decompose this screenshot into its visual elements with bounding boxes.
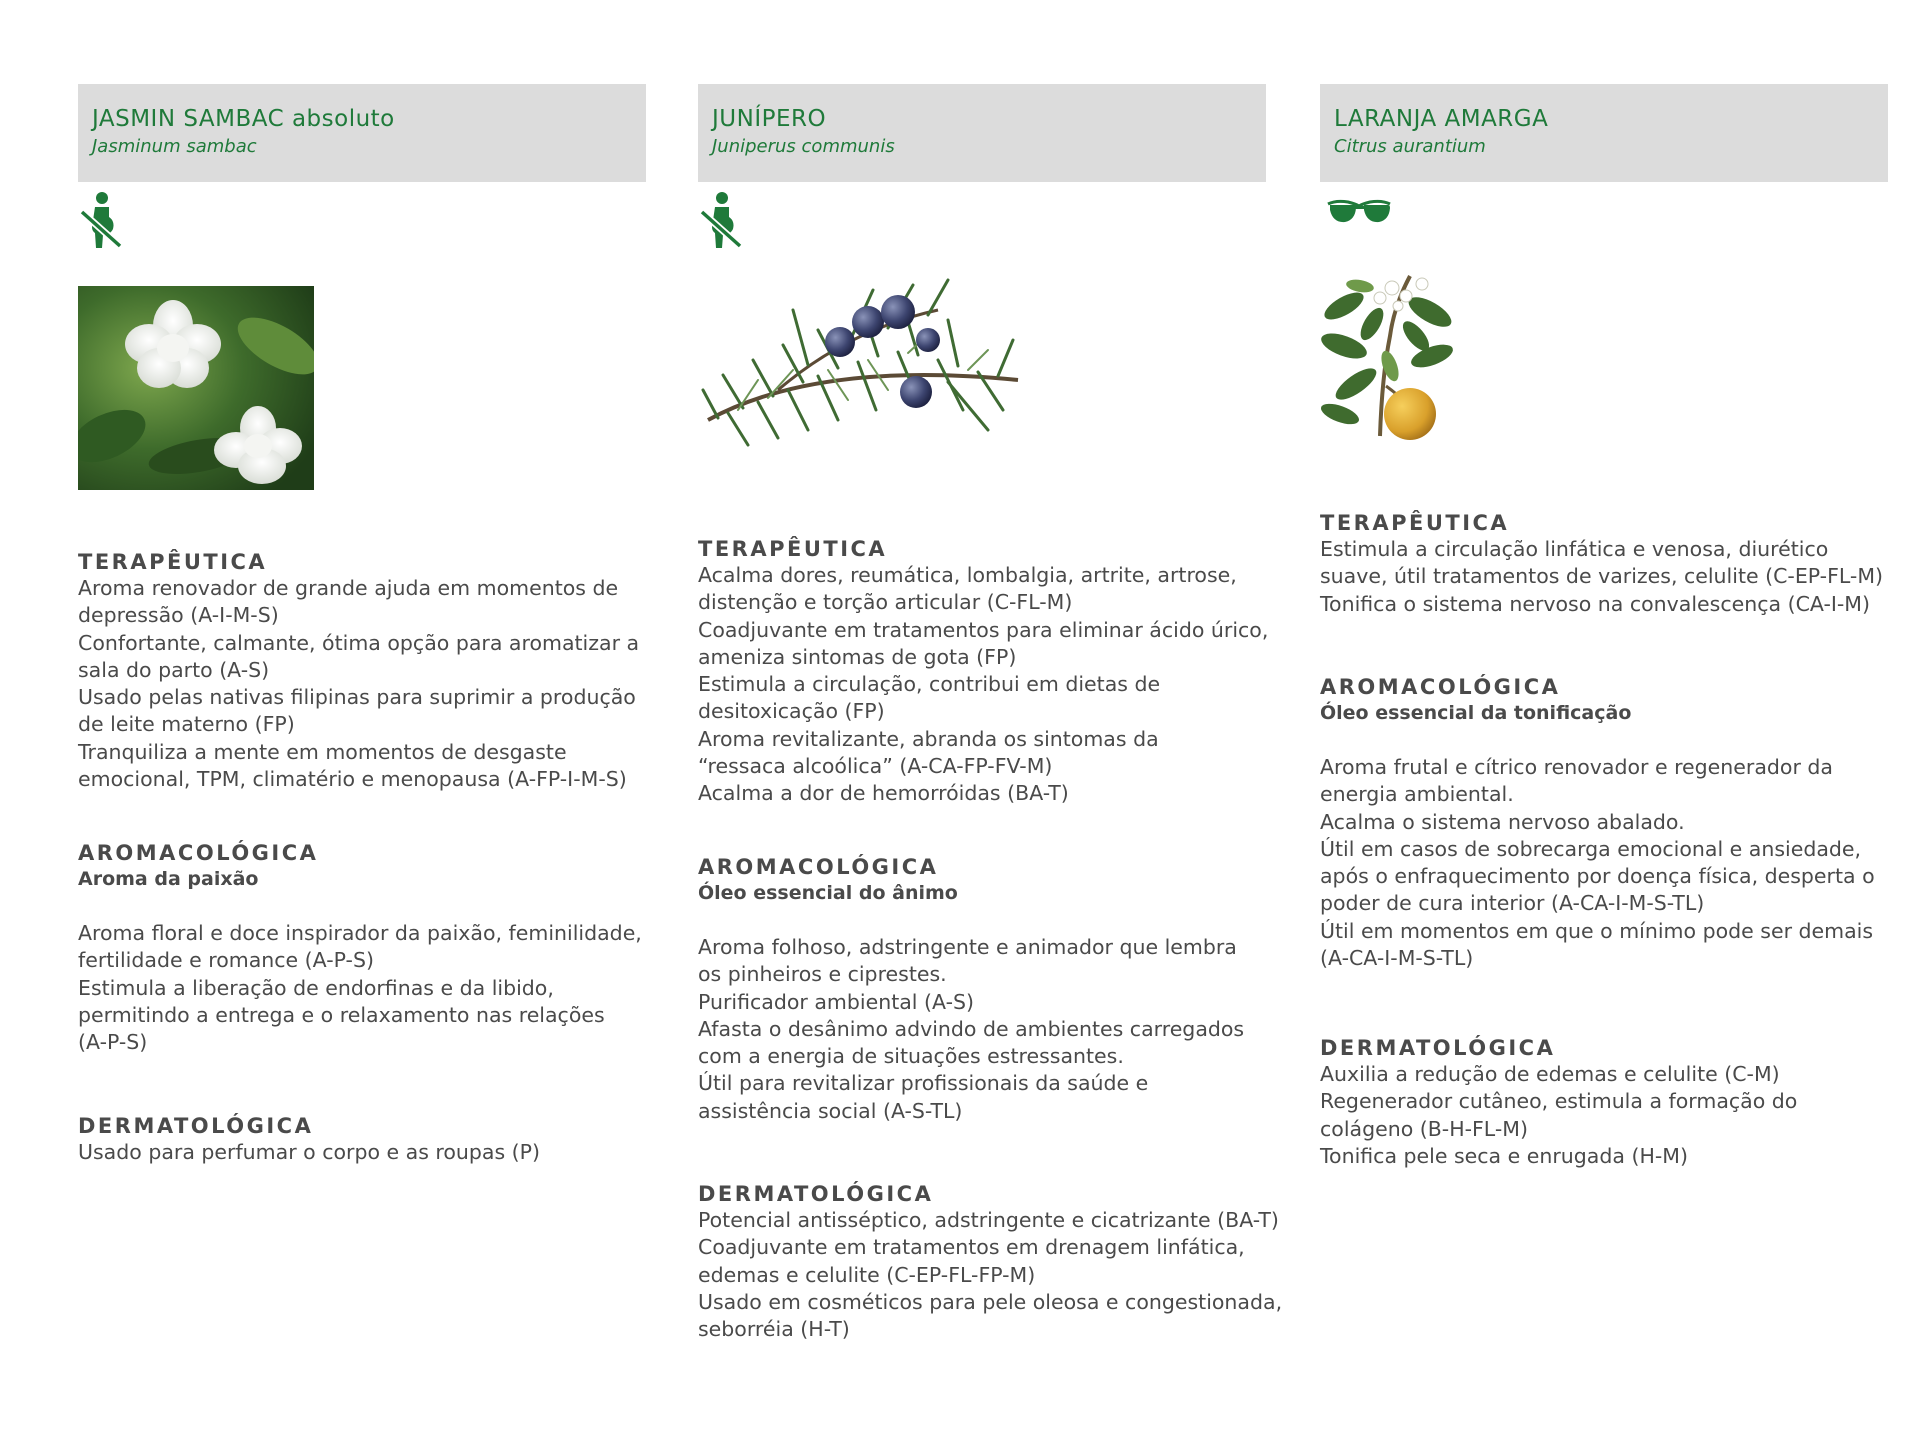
text-line: desitoxicação (FP) (698, 699, 885, 724)
oil-card-laranja-amarga (1320, 84, 1888, 1168)
text-line: emocional, TPM, climatério e menopausa (A-FP-I-M-S) (78, 767, 627, 792)
oil-name: JASMIN SAMBAC absoluto (92, 106, 395, 132)
section-title: AROMACOLÓGICA (698, 855, 939, 879)
text-line: Aroma frutal e cítrico renovador e regenerador da (1320, 755, 1833, 779)
dermatologica-section (698, 1181, 1283, 1343)
text-line: assistência social (A-S-TL) (698, 1098, 963, 1123)
text-line: Tranquiliza a mente em momentos de desgaste (78, 739, 567, 764)
text-line: Aroma folhoso, adstringente e animador que lembra (698, 935, 1237, 959)
text-line: colágeno (B-H-FL-M) (1320, 1116, 1528, 1141)
text-line: Purificador ambiental (A-S) (698, 989, 974, 1014)
card-header (698, 84, 1266, 182)
text-line: ameniza sintomas de gota (FP) (698, 644, 1017, 669)
section-title: AROMACOLÓGICA (78, 841, 319, 865)
text-line: distenção e torção articular (C-FL-M) (698, 590, 1073, 615)
text-line: Afasta o desânimo advindo de ambientes carregados (698, 1016, 1245, 1041)
text-line: Aroma floral e doce inspirador da paixão, feminilidade, (78, 921, 642, 945)
text-line: depressão (A-I-M-S) (78, 603, 279, 628)
text-line: Estimula a circulação, contribui em dietas de (698, 672, 1161, 697)
text-line: Usado pelas nativas filipinas para suprimir a produção (78, 685, 636, 710)
aromacologica-section (698, 854, 1266, 1125)
text-line: de leite materno (FP) (78, 712, 295, 737)
text-line: Útil para revitalizar profissionais da saúde e (698, 1071, 1149, 1096)
text-line: energia ambiental. (1320, 782, 1514, 807)
scientific-name: Juniperus communis (712, 136, 895, 157)
text-line: Acalma dores, reumática, lombalgia, artrite, artrose, (698, 563, 1237, 587)
jasmine-flower-photo (78, 286, 314, 490)
text-line: Útil em momentos em que o mínimo pode ser demais (1320, 918, 1874, 943)
aromacologica-section (78, 840, 646, 1056)
juniper-branch-photo (698, 270, 1028, 456)
section-title: DERMATOLÓGICA (1320, 1036, 1556, 1060)
text-line: Acalma a dor de hemorróidas (BA-T) (698, 781, 1069, 806)
text-line: permitindo a entrega e o relaxamento nas relações (78, 1002, 605, 1027)
dermatologica-section (1320, 1035, 1888, 1170)
text-line: Estimula a liberação de endorfinas e da libido, (78, 975, 554, 1000)
no-pregnancy-icon (698, 190, 744, 250)
section-subtitle: Aroma da paixão (78, 868, 259, 890)
card-header (78, 84, 646, 182)
text-line: fertilidade e romance (A-P-S) (78, 948, 374, 973)
section-title: DERMATOLÓGICA (698, 1182, 934, 1206)
section-subtitle: Óleo essencial do ânimo (698, 882, 958, 904)
section-title: TERAPÊUTICA (698, 537, 888, 561)
text-line: “ressaca alcoólica” (A-CA-FP-FV-M) (698, 754, 1053, 779)
text-line: Tonifica pele seca e enrugada (H-M) (1320, 1143, 1688, 1168)
card-header (1320, 84, 1888, 182)
oil-card-junipero (698, 84, 1283, 1342)
text-line: Usado em cosméticos para pele oleosa e congestionada, (698, 1289, 1283, 1314)
text-line: (A-CA-I-M-S-TL) (1320, 946, 1474, 971)
section-subtitle: Óleo essencial da tonificação (1320, 702, 1632, 724)
text-line: Útil em casos de sobrecarga emocional e ansiedade, (1320, 836, 1862, 861)
text-line: sala do parto (A-S) (78, 657, 270, 682)
oil-name: LARANJA AMARGA (1334, 106, 1549, 132)
text-line: edemas e celulite (C-EP-FL-FP-M) (698, 1262, 1036, 1287)
terapeutica-section (78, 549, 646, 793)
text-line: após o enfraquecimento por doença física, desperta o (1320, 864, 1875, 889)
text-line: Usado para perfumar o corpo e as roupas (P) (78, 1140, 541, 1164)
text-line: Estimula a circulação linfática e venosa, diurético (1320, 537, 1829, 561)
text-line: com a energia de situações estressantes. (698, 1044, 1124, 1069)
text-line: suave, útil tratamentos de varizes, celulite (C-EP-FL-M) (1320, 564, 1884, 589)
text-line: Potencial antisséptico, adstringente e cicatrizante (BA-T) (698, 1208, 1279, 1232)
text-line: seborréia (H-T) (698, 1317, 850, 1342)
text-line: Acalma o sistema nervoso abalado. (1320, 809, 1685, 834)
text-line: Auxilia a redução de edemas e celulite (C-M) (1320, 1062, 1780, 1086)
text-line: Aroma renovador de grande ajuda em momentos de (78, 576, 619, 600)
text-line: Coadjuvante em tratamentos em drenagem linfática, (698, 1235, 1245, 1260)
terapeutica-section (698, 536, 1269, 808)
oil-name: JUNÍPERO (712, 106, 827, 132)
text-line: Tonifica o sistema nervoso na convalescença (CA-I-M) (1320, 591, 1870, 616)
bitter-orange-illustration (1320, 266, 1460, 448)
dermatologica-section (78, 1113, 646, 1166)
text-line: Aroma revitalizante, abranda os sintomas da (698, 726, 1159, 751)
text-line: os pinheiros e ciprestes. (698, 962, 947, 987)
text-line: Confortante, calmante, ótima opção para aromatizar a (78, 630, 640, 655)
sunglasses-icon (1326, 198, 1392, 230)
text-line: Regenerador cutâneo, estimula a formação do (1320, 1089, 1798, 1114)
text-line: (A-P-S) (78, 1030, 148, 1055)
section-title: DERMATOLÓGICA (78, 1114, 314, 1138)
text-line: Coadjuvante em tratamentos para eliminar ácido úrico, (698, 617, 1269, 642)
section-title: TERAPÊUTICA (1320, 511, 1510, 535)
oil-card-jasmin (78, 84, 646, 1164)
section-title: AROMACOLÓGICA (1320, 675, 1561, 699)
terapeutica-section (1320, 510, 1888, 618)
section-title: TERAPÊUTICA (78, 550, 268, 574)
scientific-name: Citrus aurantium (1334, 136, 1486, 157)
no-pregnancy-icon (78, 190, 124, 250)
aromacologica-section (1320, 674, 1888, 972)
text-line: poder de cura interior (A-CA-I-M-S-TL) (1320, 891, 1705, 916)
scientific-name: Jasminum sambac (92, 136, 257, 157)
